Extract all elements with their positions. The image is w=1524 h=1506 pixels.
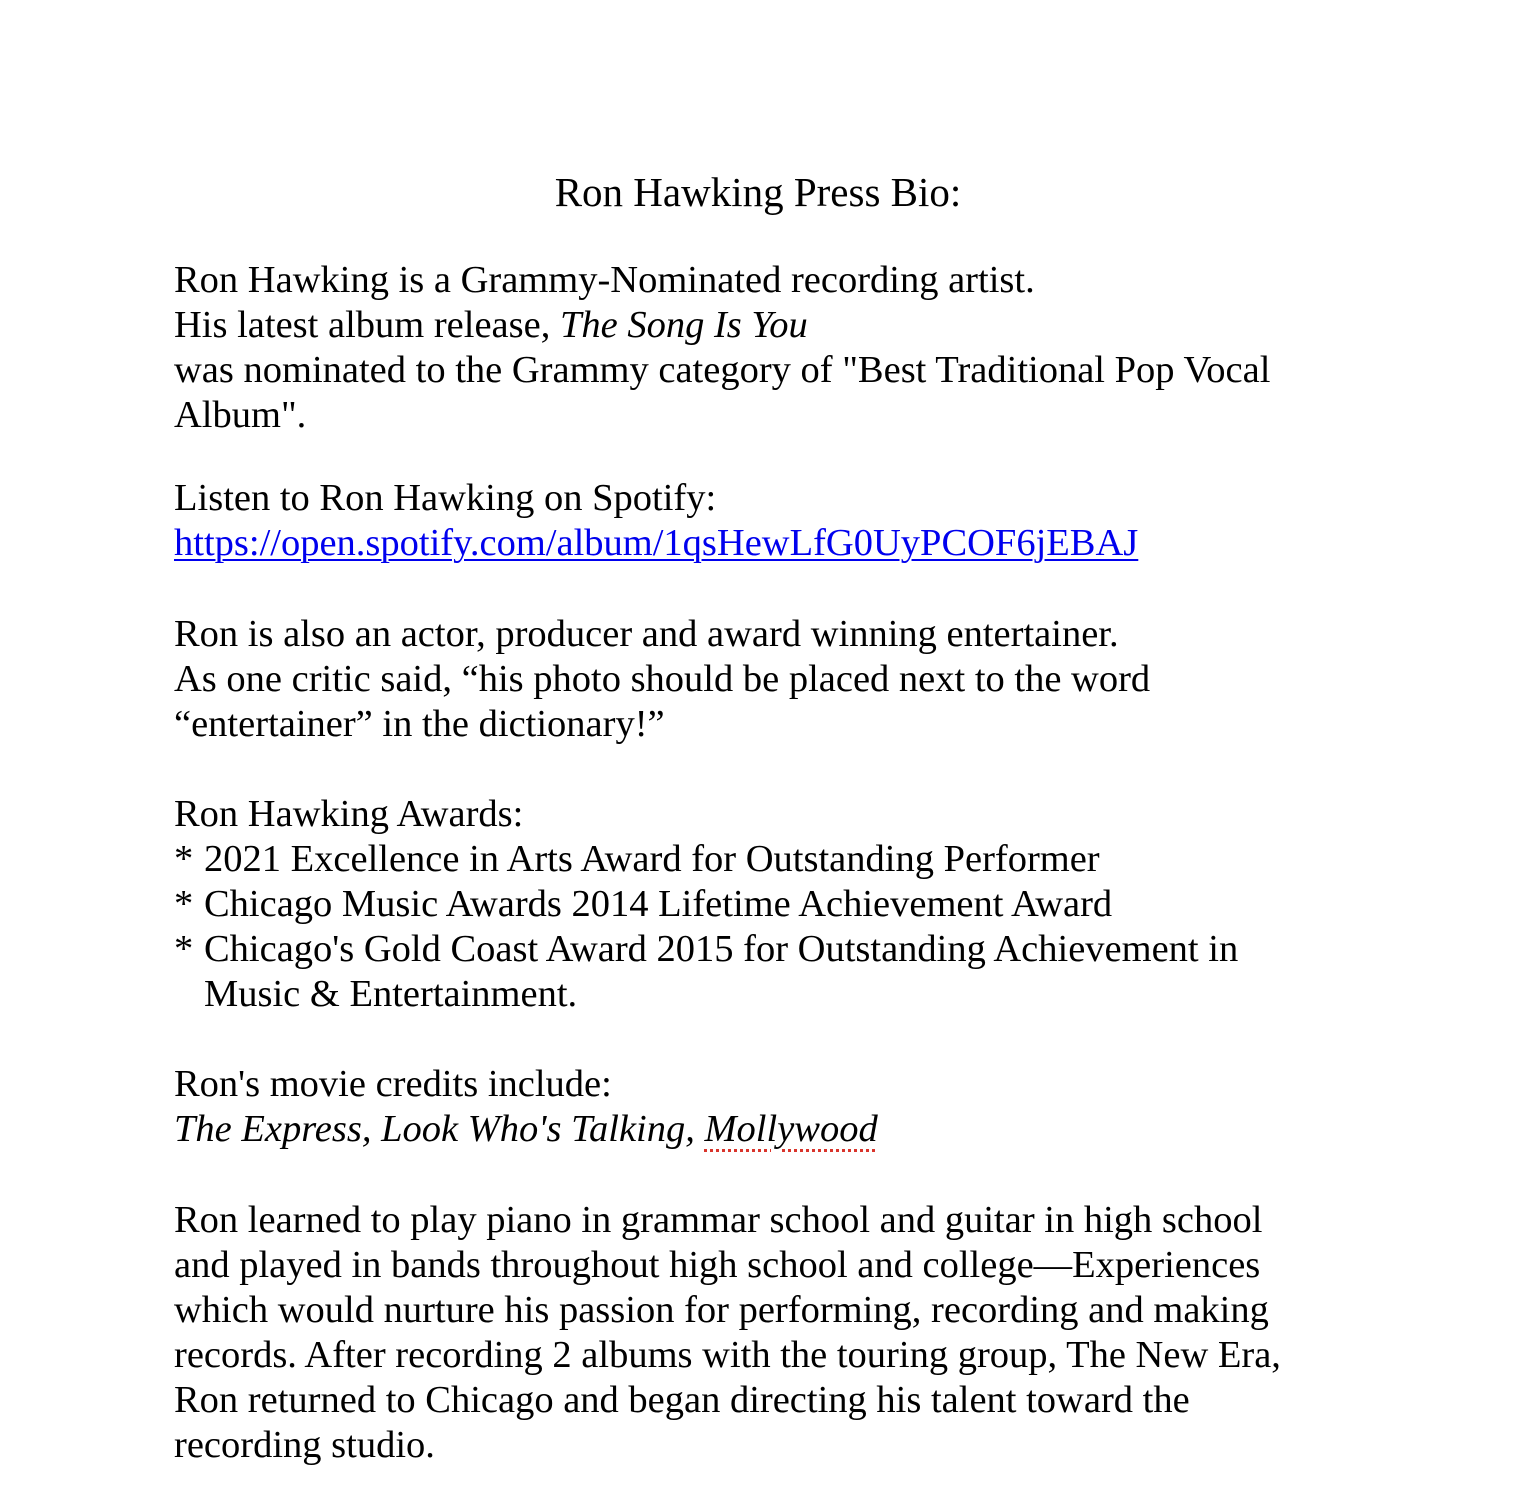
award-text: Chicago's Gold Coast Award 2015 for Outstanding Achievement in	[204, 928, 1239, 970]
awards-section	[174, 792, 1354, 1017]
actor-line-3: “entertainer” in the dictionary!”	[174, 703, 665, 745]
movie-credits-list	[174, 1107, 1354, 1152]
award-item-3	[174, 927, 1354, 972]
bullet-marker: *	[174, 883, 194, 925]
movie-title-misspelled: Mollywood	[704, 1108, 878, 1150]
intro-line-4: Album".	[174, 394, 307, 436]
intro-line-2-prefix: His latest album release,	[174, 304, 560, 346]
actor-section	[174, 612, 1354, 747]
intro-line-3: was nominated to the Grammy category of "Best Traditional Pop Vocal	[174, 349, 1271, 391]
movie-credits-prefix: The Express, Look Who's Talking,	[174, 1108, 705, 1150]
background-line: recording studio.	[174, 1424, 435, 1466]
spotify-section	[174, 476, 1354, 566]
album-title: The Song Is You	[559, 304, 808, 346]
movies-heading: Ron's movie credits include:	[174, 1063, 612, 1105]
spotify-link-line	[174, 521, 1354, 566]
background-line: records. After recording 2 albums with the touring group, The New Era,	[174, 1334, 1281, 1376]
bullet-marker: *	[174, 838, 194, 880]
background-line: Ron learned to play piano in grammar school and guitar in high school	[174, 1199, 1263, 1241]
movies-section	[174, 1062, 1354, 1152]
award-text: Chicago Music Awards 2014 Lifetime Achievement Award	[204, 883, 1113, 925]
actor-line-1: Ron is also an actor, producer and award winning entertainer.	[174, 613, 1119, 655]
spotify-label: Listen to Ron Hawking on Spotify:	[174, 477, 717, 519]
intro-section	[174, 258, 1354, 438]
background-line: and played in bands throughout high school and college—Experiences	[174, 1244, 1261, 1286]
intro-line-2	[174, 303, 1354, 348]
award-item-3-continued	[174, 972, 1354, 1017]
award-text-continued: Music & Entertainment.	[204, 973, 578, 1015]
background-section	[174, 1198, 1354, 1468]
spotify-link[interactable]: https://open.spotify.com/album/1qsHewLfG0UyPCOF6jEBAJ	[174, 522, 1139, 564]
award-item-2	[174, 882, 1354, 927]
background-line: which would nurture his passion for performing, recording and making	[174, 1289, 1269, 1331]
award-item-1	[174, 837, 1354, 882]
awards-heading: Ron Hawking Awards:	[174, 793, 524, 835]
intro-line-1: Ron Hawking is a Grammy-Nominated recording artist.	[174, 259, 1035, 301]
award-text: 2021 Excellence in Arts Award for Outstanding Performer	[204, 838, 1100, 880]
background-line: Ron returned to Chicago and began directing his talent toward the	[174, 1379, 1190, 1421]
bullet-marker: *	[174, 928, 194, 970]
page-title: Ron Hawking Press Bio:	[554, 169, 962, 215]
actor-line-2: As one critic said, “his photo should be placed next to the word	[174, 658, 1151, 700]
